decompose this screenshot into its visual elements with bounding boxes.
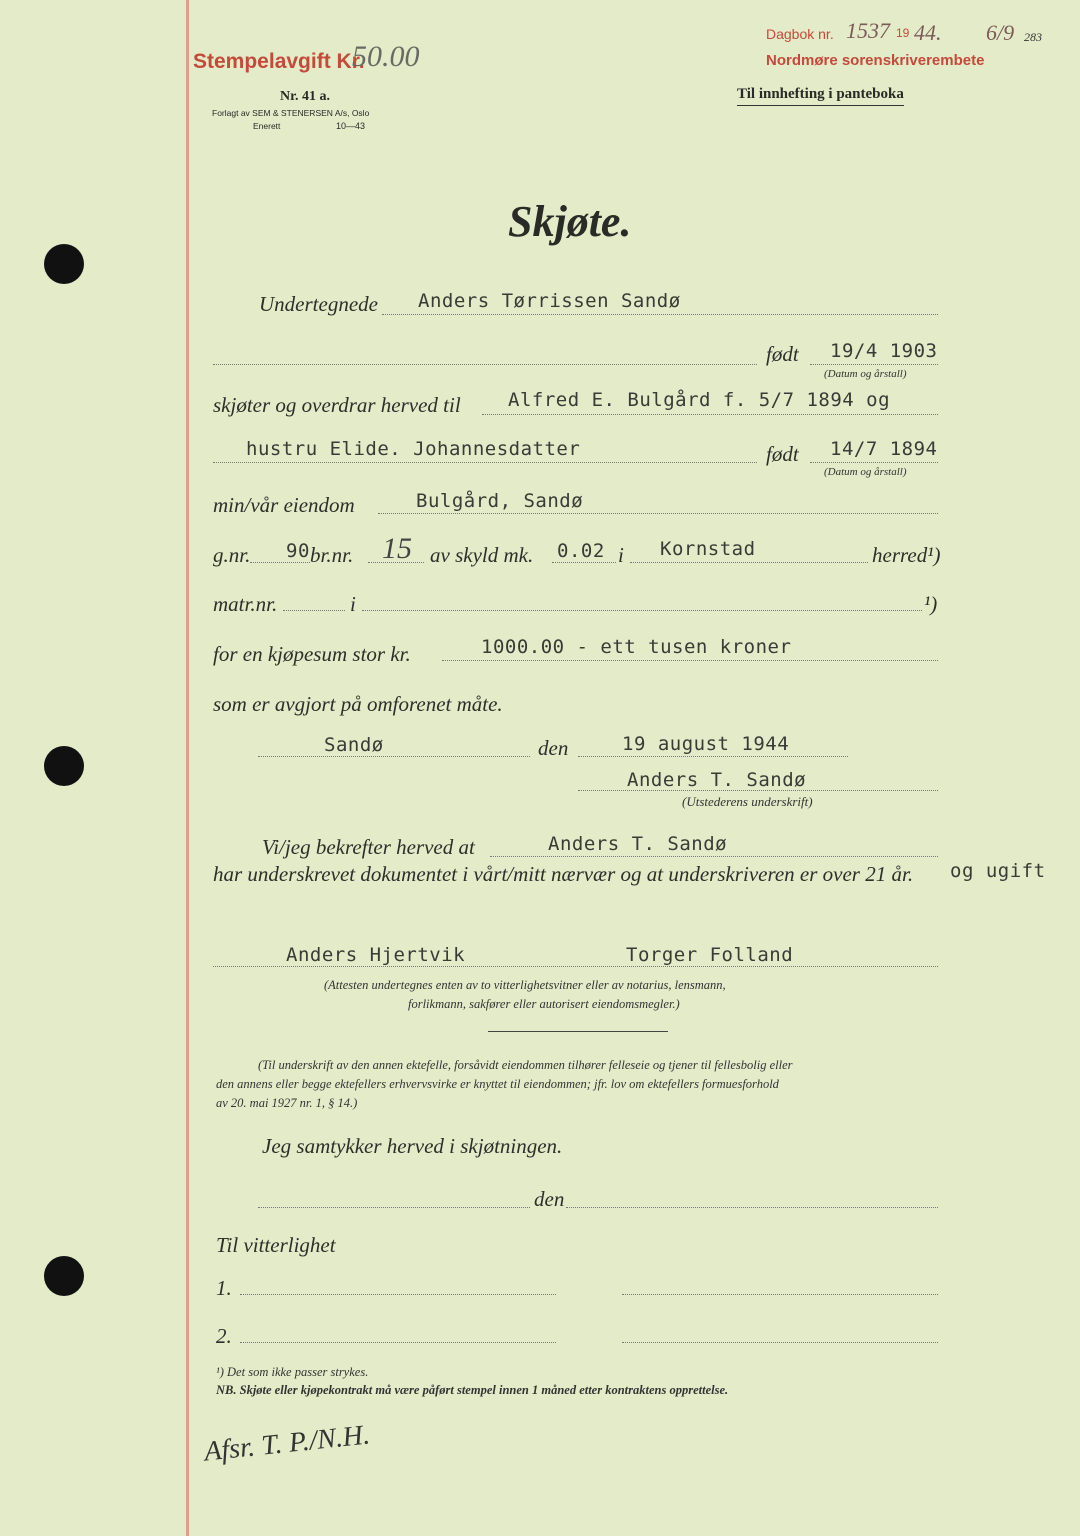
punch-hole <box>44 1256 84 1296</box>
dagbok-number: 1537 <box>846 18 890 43</box>
margin-line <box>186 0 189 1536</box>
consent-text: Jeg samtykker herved i skjøtningen. <box>262 1134 563 1158</box>
fill-line <box>578 756 848 757</box>
stamp-label: Stempelavgift Kr. <box>193 50 365 73</box>
fill-line <box>240 1294 556 1295</box>
punch-hole <box>44 746 84 786</box>
herred-value: Kornstad <box>660 538 756 560</box>
page-reference: 283 <box>1024 30 1042 44</box>
vitterlighet-label: Til vitterlighet <box>216 1233 336 1257</box>
property-label: min/vår eiendom <box>213 493 355 517</box>
transfer-label: skjøter og overdrar herved til <box>213 393 461 417</box>
buyer-line-2: hustru Elide. Johannesdatter <box>246 438 581 460</box>
witness-note-2: forlikmann, sakfører eller autorisert eiendomsmegler.) <box>408 997 680 1011</box>
gnr-value: 90 <box>286 540 310 562</box>
gnr-label: g.nr. <box>213 543 251 567</box>
publisher-line: Forlagt av SEM & STENERSEN A/s, Oslo <box>212 108 370 118</box>
fill-line <box>810 462 938 463</box>
dagbok-year: 44. <box>914 20 942 45</box>
witness-2: Torger Folland <box>626 944 794 966</box>
buyer-birthdate: 14/7 1894 <box>830 438 938 460</box>
fill-line <box>283 610 345 611</box>
skyld-label: av skyld mk. <box>430 543 534 567</box>
herred-label: herred¹) <box>872 543 941 567</box>
bottom-signature: Afsr. T. P./N.H. <box>202 1419 372 1468</box>
fill-line <box>482 414 938 415</box>
fill-line <box>566 1207 938 1208</box>
fill-line <box>258 756 530 757</box>
fill-line <box>622 1294 938 1295</box>
filing-note: Til innhefting i panteboka <box>737 86 904 106</box>
publisher-date: 10—43 <box>336 121 366 131</box>
issuer-signature: Anders T. Sandø <box>627 769 807 791</box>
seller-label: Undertegnede <box>259 292 378 316</box>
dagbok-date: 6/9 <box>986 20 1015 45</box>
office-name: Nordmøre sorenskriverembete <box>766 52 985 69</box>
confirm-text: har underskrevet dokumentet i vårt/mitt nærvær og at underskriveren er over 21 år. <box>213 862 914 886</box>
fill-line <box>378 513 938 514</box>
fill-line <box>213 462 757 463</box>
form-number: Nr. 41 a. <box>280 89 331 104</box>
witness-note-1: (Attesten undertegnes enten av to vitterlighetsvitner eller av notarius, lensmann, <box>324 978 726 992</box>
settled-text: som er avgjort på omforenet måte. <box>213 692 503 716</box>
fill-line <box>622 1342 938 1343</box>
dagbok-label: Dagbok nr. <box>766 26 834 42</box>
skyld-value: 0.02 <box>557 540 605 562</box>
in-label: i <box>618 543 624 567</box>
fill-line <box>258 1207 530 1208</box>
publisher-enerett: Enerett <box>253 121 281 131</box>
fill-line <box>213 364 757 365</box>
footnote-1: ¹) Det som ikke passer strykes. <box>216 1365 369 1379</box>
fill-line <box>213 966 938 967</box>
buyer-line-1: Alfred E. Bulgård f. 5/7 1894 og <box>508 389 891 411</box>
brnr-label: br.nr. <box>310 543 354 567</box>
dagbok-year-prefix: 19 <box>896 26 910 40</box>
birth-label: født <box>766 342 799 366</box>
matr-label: matr.nr. <box>213 592 278 616</box>
fill-line <box>382 314 938 315</box>
fill-line <box>630 562 868 563</box>
consent-date-label: den <box>534 1187 565 1211</box>
datum-hint: (Datum og årstall) <box>824 466 907 478</box>
confirm-label: Vi/jeg bekrefter herved at <box>262 835 475 859</box>
fill-line <box>442 660 938 661</box>
seller-birthdate: 19/4 1903 <box>830 340 938 362</box>
fill-line <box>240 1342 556 1343</box>
seller-name: Anders Tørrissen Sandø <box>418 290 681 312</box>
confirm-extra: og ugift <box>950 860 1046 882</box>
fill-line <box>810 364 938 365</box>
matr-in-label: i <box>350 592 356 616</box>
fill-line <box>552 562 616 563</box>
confirm-name: Anders T. Sandø <box>548 833 728 855</box>
price-value: 1000.00 - ett tusen kroner <box>481 636 792 658</box>
divider <box>488 1031 668 1032</box>
footnote-2: NB. Skjøte eller kjøpekontrakt må være påført stempel innen 1 måned etter kontraktens opprettelse. <box>216 1383 729 1397</box>
matr-footnote: ¹) <box>924 592 938 616</box>
punch-hole <box>44 244 84 284</box>
fill-line <box>362 610 922 611</box>
brnr-value: 15 <box>382 532 412 565</box>
datum-hint: (Datum og årstall) <box>824 368 907 380</box>
spouse-note-2: den annens eller begge ektefellers erhvervsvirke er knyttet til eiendommen; jfr. lov om ektefellers formuesforhold <box>216 1077 779 1091</box>
issuer-hint: (Utstederens underskrift) <box>682 794 813 809</box>
place-value: Sandø <box>324 734 384 756</box>
stamp-value: 50.00 <box>352 40 420 73</box>
witness-1: Anders Hjertvik <box>286 944 466 966</box>
fill-line <box>490 856 938 857</box>
spouse-note-3: av 20. mai 1927 nr. 1, § 14.) <box>216 1096 358 1110</box>
price-label: for en kjøpesum stor kr. <box>213 642 411 666</box>
witness-slot-1: 1. <box>216 1276 232 1300</box>
property-name: Bulgård, Sandø <box>416 490 584 512</box>
fill-line <box>250 562 310 563</box>
document-title: Skjøte. <box>508 197 632 246</box>
date-label: den <box>538 736 569 760</box>
spouse-note-1: (Til underskrift av den annen ektefelle, forsåvidt eiendommen tilhører felleseie og tjener til fellesbolig eller <box>258 1058 793 1072</box>
birth-label: født <box>766 442 799 466</box>
witness-slot-2: 2. <box>216 1324 232 1348</box>
date-value: 19 august 1944 <box>622 733 790 755</box>
